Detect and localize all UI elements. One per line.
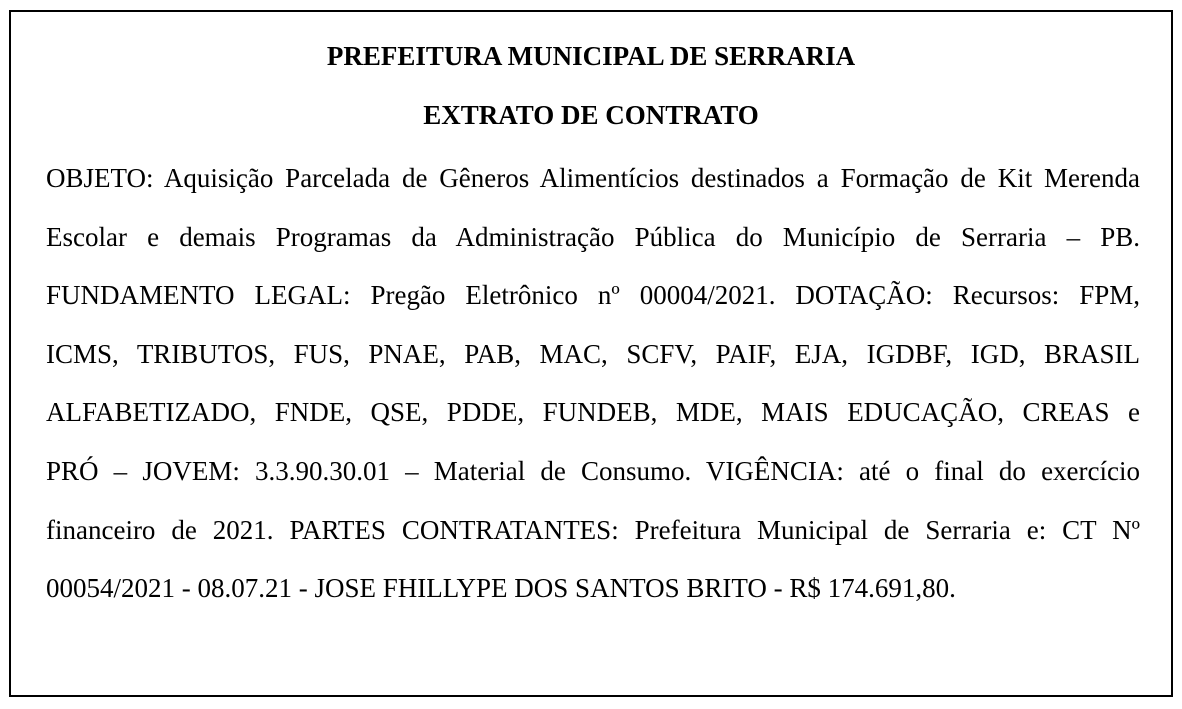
page-subtitle: EXTRATO DE CONTRATO xyxy=(423,100,759,130)
contract-extract-text xyxy=(46,149,1140,618)
text-line-validity: PRÓ – JOVEM: 3.3.90.30.01 – Material de Consumo. VIGÊNCIA: até o final do exercício xyxy=(46,455,1140,486)
document-border xyxy=(9,10,1173,697)
text-line-contract: 00054/2021 - 08.07.21 - JOSE FHILLYPE DOS SANTOS BRITO - R$ 174.691,80. xyxy=(46,573,956,604)
text-line-parties: financeiro de 2021. PARTES CONTRATANTES: Prefeitura Municipal de Serraria e: CT Nº xyxy=(46,514,1140,545)
text-line-resources-cont: ALFABETIZADO, FNDE, QSE, PDDE, FUNDEB, MDE, MAIS EDUCAÇÃO, CREAS e xyxy=(46,397,1140,428)
text-line-object-cont: Escolar e demais Programas da Administração Pública do Município de Serraria – PB. xyxy=(46,221,1140,252)
text-line-object: OBJETO: Aquisição Parcelada de Gêneros Alimentícios destinados a Formação de Kit Merenda xyxy=(46,163,1140,193)
text-line-legal-basis: FUNDAMENTO LEGAL: Pregão Eletrônico nº 00004/2021. DOTAÇÃO: Recursos: FPM, xyxy=(46,280,1140,311)
page-title: PREFEITURA MUNICIPAL DE SERRARIA xyxy=(326,41,856,71)
text-line-resources: ICMS, TRIBUTOS, FUS, PNAE, PAB, MAC, SCFV, PAIF, EJA, IGDBF, IGD, BRASIL xyxy=(46,338,1140,369)
